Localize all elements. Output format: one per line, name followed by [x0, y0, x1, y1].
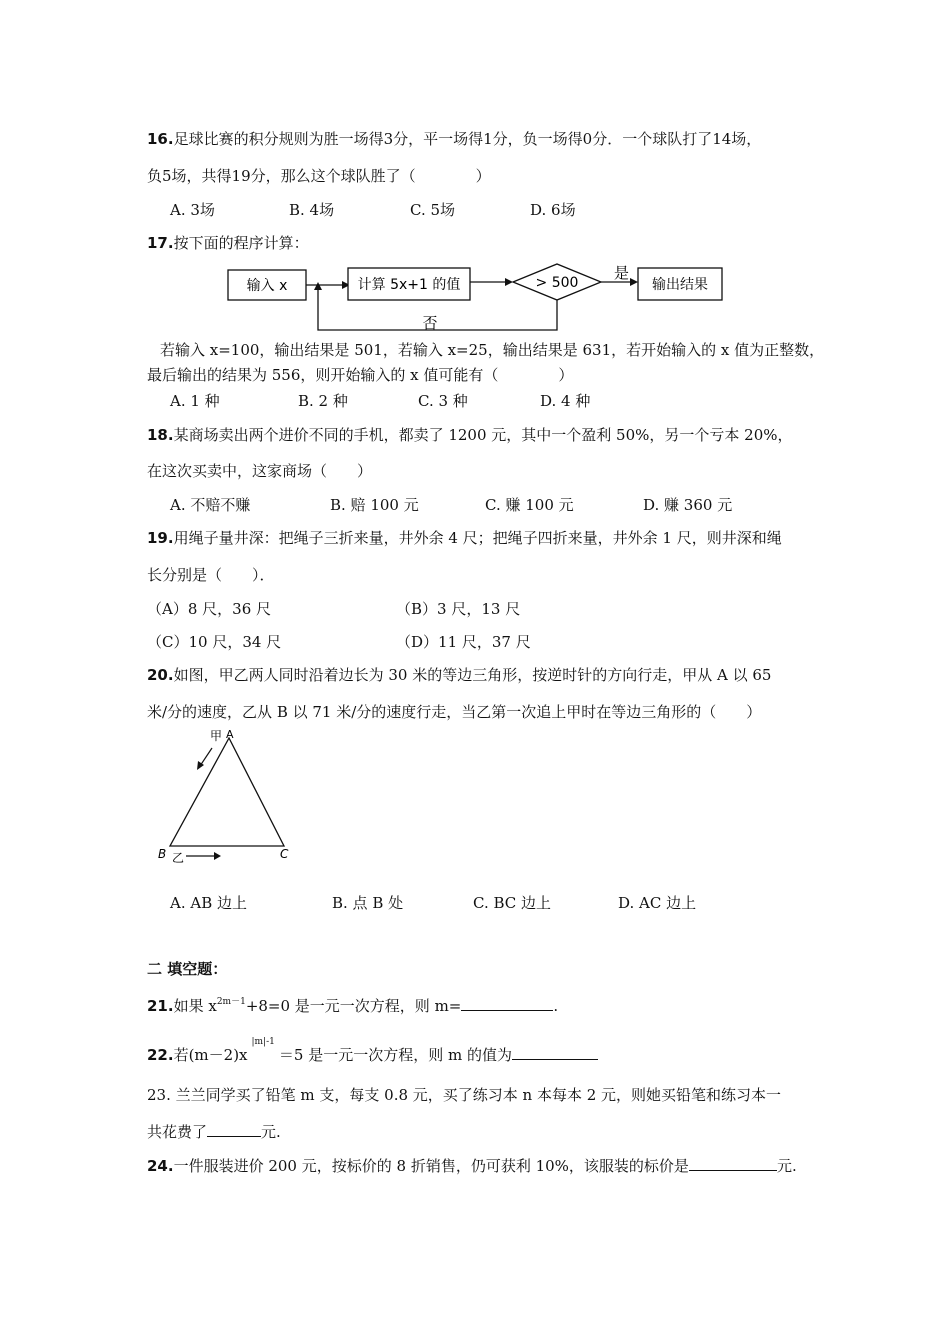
q23-line1: 23. 兰兰同学买了铅笔 m 支，每支 0.8 元，买了练习本 n 本每本 2 元，则她买铅笔和练习本一 — [147, 1086, 782, 1104]
q24-line — [147, 1155, 797, 1176]
q17-number: 17. — [147, 234, 174, 252]
q22-answer-blank[interactable] — [512, 1045, 598, 1060]
q19-line2: 长分别是（ ）． — [147, 566, 275, 584]
q22-pre: 若(m－2)x — [173, 1046, 248, 1064]
q22-number: 22. — [147, 1046, 174, 1064]
q17-text-1: 按下面的程序计算： — [173, 234, 309, 252]
q16-option-c: C. 5场 — [410, 201, 456, 219]
flow-arrowhead-yes — [630, 278, 638, 286]
q17-option-c: C. 3 种 — [418, 392, 468, 410]
q18-line1 — [147, 424, 793, 445]
q24-number: 24. — [147, 1157, 174, 1175]
q17-flowchart — [220, 258, 740, 338]
q19-option-c: （C）10 尺，34 尺 — [147, 633, 282, 651]
q16-line1 — [147, 128, 761, 149]
flow-output-text: 输出结果 — [652, 277, 708, 293]
q17-option-b: B. 2 种 — [298, 392, 348, 410]
q17-line3: 最后输出的结果为 556，则开始输入的 x 值可能有（ ） — [147, 366, 574, 384]
q16-option-a: A. 3场 — [170, 201, 215, 219]
q18-option-c: C. 赚 100 元 — [485, 496, 574, 514]
q21-pre: 如果 x — [173, 997, 217, 1015]
q20-option-d: D. AC 边上 — [618, 894, 697, 912]
q21-end: . — [553, 997, 559, 1015]
q19-text-1: 用绳子量井深：把绳子三折来量，井外余 4 尺；把绳子四折来量，井外余 1 尺，则井深和绳 — [173, 529, 782, 547]
section-fill-in-title: 二 填空题： — [147, 960, 228, 978]
flow-yes-label: 是 — [614, 264, 630, 282]
q22-post: ＝5 是一元一次方程，则 m 的值为 — [278, 1046, 512, 1064]
q20-option-a: A. AB 边上 — [170, 894, 247, 912]
q23-answer-blank[interactable] — [207, 1122, 261, 1137]
q18-option-b: B. 赔 100 元 — [330, 496, 419, 514]
q18-option-d: D. 赚 360 元 — [643, 496, 733, 514]
label-jia: 甲 — [210, 729, 223, 743]
q22-line — [147, 1037, 598, 1065]
q24-end: 元. — [776, 1157, 797, 1175]
q18-text-1: 某商场卖出两个进价不同的手机，都卖了 1200 元，其中一个盈利 50%，另一个亏本 20%， — [173, 426, 793, 444]
q21-line — [147, 994, 558, 1016]
q19-line1 — [147, 527, 782, 548]
q17-line1 — [147, 232, 309, 253]
label-b: B — [158, 847, 167, 861]
flow-no-label: 否 — [422, 314, 438, 332]
q19-option-d: （D）11 尺，37 尺 — [396, 633, 531, 651]
q18-number: 18. — [147, 426, 174, 444]
label-yi: 乙 — [172, 851, 185, 865]
q19-option-a: （A）8 尺，36 尺 — [147, 600, 271, 618]
q19-number: 19. — [147, 529, 174, 547]
yi-arrowhead — [214, 852, 221, 860]
q16-option-b: B. 4场 — [289, 201, 335, 219]
q24-text: 一件服装进价 200 元，按标价的 8 折销售，仍可获利 10%，该服装的标价是 — [173, 1157, 689, 1175]
q19-option-b: （B）3 尺，13 尺 — [396, 600, 521, 618]
q20-triangle-figure — [150, 726, 310, 871]
flow-condition-text: > 500 — [535, 275, 579, 291]
q21-exponent: 2m－1 — [216, 997, 246, 1007]
q24-answer-blank[interactable] — [689, 1156, 777, 1171]
q17-line2: 若输入 x=100，输出结果是 501，若输入 x=25，输出结果是 631，若开始输入的 x 值为正整数， — [160, 341, 825, 359]
q16-text-1: 足球比赛的积分规则为胜一场得3分，平一场得1分，负一场得0分．一个球队打了14场， — [173, 130, 762, 148]
q16-line2: 负5场，共得19分，那么这个球队胜了（ ） — [147, 167, 491, 185]
q16-option-d: D. 6场 — [530, 201, 576, 219]
q20-text-1: 如图，甲乙两人同时沿着边长为 30 米的等边三角形，按逆时针的方向行走，甲从 A 以 65 — [173, 666, 772, 684]
q17-option-d: D. 4 种 — [540, 392, 591, 410]
q20-line2: 米/分的速度，乙从 B 以 71 米/分的速度行走，当乙第一次追上甲时在等边三角形的（ ） — [147, 703, 762, 721]
q16-number: 16. — [147, 130, 174, 148]
q23-line2-pre: 共花费了 — [147, 1123, 208, 1141]
q18-line2: 在这次买卖中，这家商场（ ） — [147, 462, 373, 480]
q21-number: 21. — [147, 997, 174, 1015]
q18-option-a: A. 不赔不赚 — [170, 496, 251, 514]
flow-input-text: 输入 x — [246, 278, 288, 294]
flow-arrowhead-loop — [314, 282, 322, 290]
jia-direction-arrow — [200, 748, 212, 766]
label-a: A — [226, 728, 234, 741]
q23-line2 — [147, 1121, 281, 1142]
q20-line1 — [147, 664, 771, 685]
q21-post: +8=0 是一元一次方程，则 m= — [245, 997, 462, 1015]
equilateral-triangle — [170, 738, 284, 846]
q21-answer-blank[interactable] — [461, 996, 553, 1011]
flow-compute-text: 计算 5x+1 的值 — [357, 277, 461, 293]
q22-exponent: |m|-1 — [251, 1037, 275, 1047]
q20-number: 20. — [147, 666, 174, 684]
q23-line2-post: 元. — [261, 1123, 281, 1141]
label-c: C — [280, 847, 289, 861]
q17-option-a: A. 1 种 — [170, 392, 220, 410]
q20-option-c: C. BC 边上 — [473, 894, 552, 912]
q20-option-b: B. 点 B 处 — [332, 894, 404, 912]
